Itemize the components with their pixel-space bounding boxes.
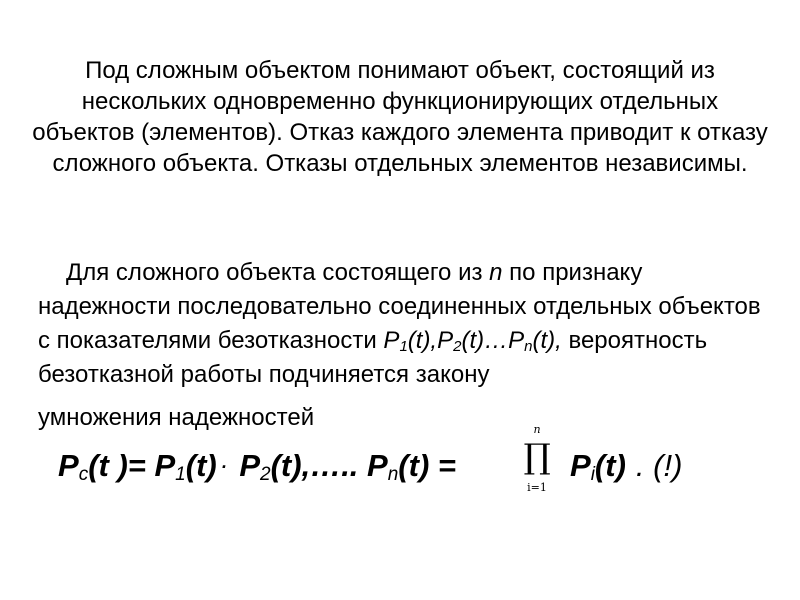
formula-P: P bbox=[58, 448, 79, 483]
product-symbol: ∏ bbox=[523, 437, 551, 477]
text-segment: вероятность безотказной работы подчиняется закону bbox=[38, 327, 708, 388]
text-segment: Для сложного объекта состоящего из bbox=[66, 259, 490, 286]
formula-sub-i: i bbox=[590, 464, 595, 485]
variable-n: n bbox=[489, 259, 503, 286]
product-term bbox=[570, 446, 682, 486]
formula-part: P bbox=[230, 448, 261, 483]
formula-part: (t )= P bbox=[88, 448, 176, 483]
formula-sub-1: 1 bbox=[175, 464, 186, 485]
multiply-dot: · bbox=[220, 457, 227, 477]
formula-part: (t) bbox=[185, 448, 217, 483]
var-seq: (t), bbox=[532, 327, 562, 354]
formula-sub-2: 2 bbox=[260, 464, 271, 485]
text-segment: по признаку надежности последовательно соединенных отдельных объектов с показателями безотказности bbox=[38, 259, 761, 354]
formula-tail: . (!) bbox=[635, 448, 683, 483]
subscript-2: 2 bbox=[453, 338, 462, 355]
reliability-paragraph bbox=[38, 256, 778, 435]
subscript-n: n bbox=[524, 338, 533, 355]
formula-part: (t) = bbox=[398, 448, 456, 483]
product-operator bbox=[520, 423, 554, 499]
formula-Pi: P bbox=[570, 448, 591, 483]
product-upper-limit: n bbox=[533, 423, 541, 436]
formula-sub-n: n bbox=[387, 464, 399, 485]
product-lower-limit: i=1 bbox=[527, 481, 547, 494]
var-seq: (t)…P bbox=[461, 327, 525, 354]
text-segment-last: умножения надежностей bbox=[38, 404, 315, 431]
definition-paragraph: Под сложным объектом понимают объект, состоящий из нескольких одновременно функционирующих отдельных объектов (элементов). Отказ каждого элемента приводит к отказу сложного объекта. Отказы отдельных элементов независимы. bbox=[32, 57, 768, 177]
var-p: P bbox=[383, 327, 400, 354]
var-seq: (t),P bbox=[407, 327, 454, 354]
subscript-1: 1 bbox=[399, 338, 408, 355]
formula-sub-c: c bbox=[78, 464, 89, 485]
product-formula bbox=[58, 446, 456, 487]
formula-part: (t),….. P bbox=[270, 448, 388, 483]
formula-part: (t) bbox=[594, 448, 626, 483]
